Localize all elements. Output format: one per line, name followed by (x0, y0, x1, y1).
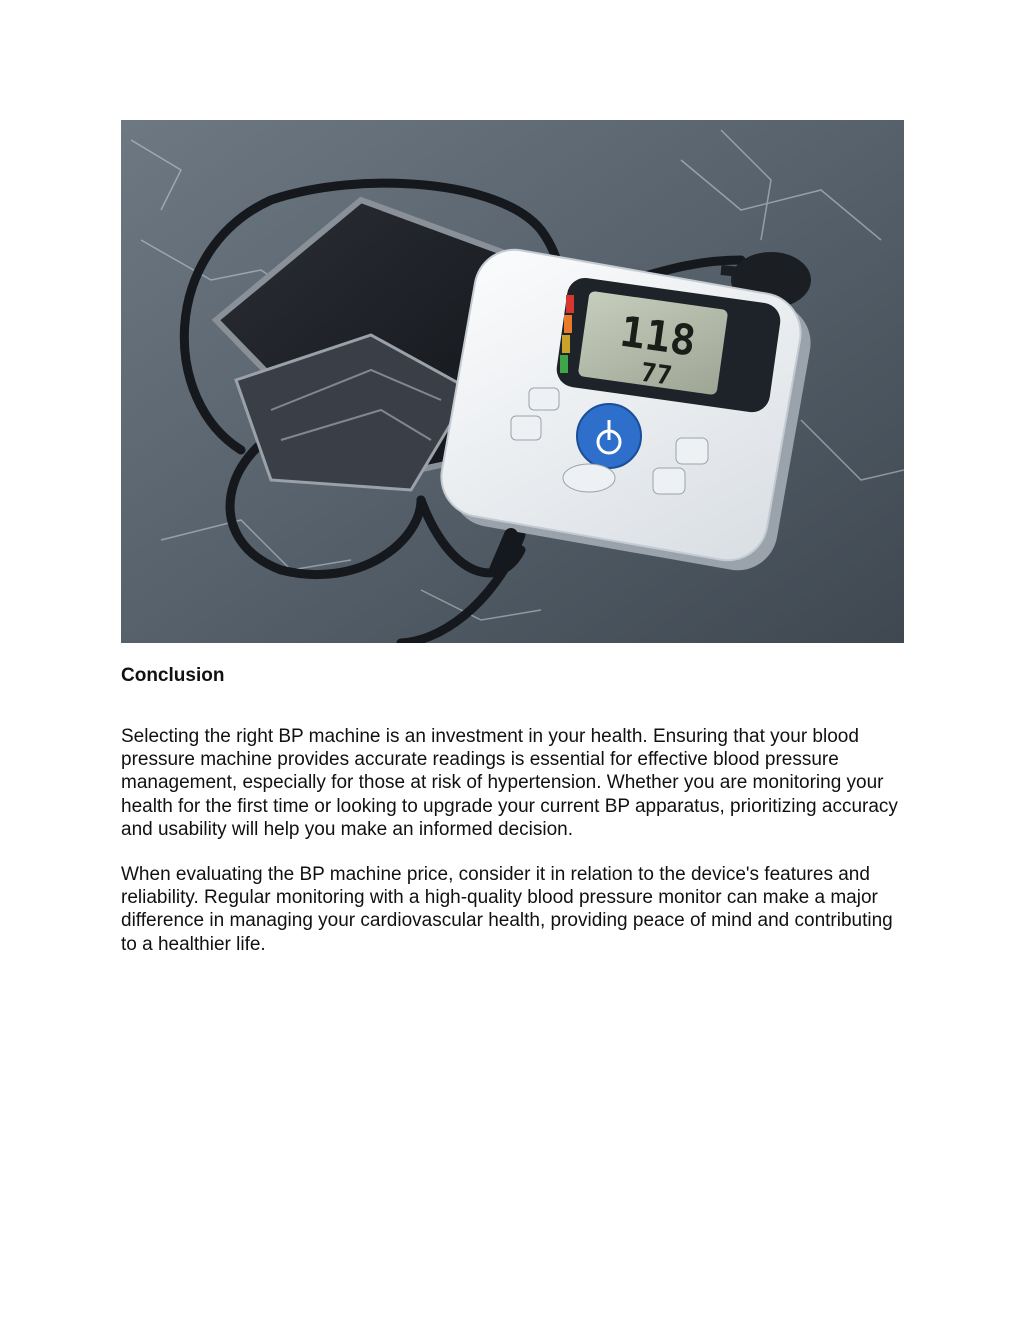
lcd-reading-top: 118 (616, 306, 699, 366)
lcd-reading-bottom: 77 (638, 357, 674, 392)
bluetooth-button (563, 464, 615, 492)
section-heading: Conclusion (121, 665, 225, 686)
bp-device (435, 243, 817, 576)
conclusion-paragraph-2: When evaluating the BP machine price, consider it in relation to the device's features and reliability. Regular monitoring with a high-quality blood pressure monitor can make a major difference in managing your cardiovascular health, providing peace of mind and contributing to a healthier life. (121, 864, 893, 955)
user-button (653, 468, 685, 494)
bp-monitor-photo (121, 120, 904, 643)
conclusion-paragraph-1: Selecting the right BP machine is an investment in your health. Ensuring that your blood pressure machine provides accurate readings is essential for effective blood pressure management, especially for those at risk of hypertension. Whether you are monitoring your health for the first time or looking to upgrade your current BP apparatus, prioritizing accuracy and usability will help you make an informed decision. (121, 726, 898, 840)
memory-button (529, 388, 559, 410)
bp-monitor-illustration (121, 120, 904, 643)
settings-button (511, 416, 541, 440)
heart-button (676, 438, 708, 464)
